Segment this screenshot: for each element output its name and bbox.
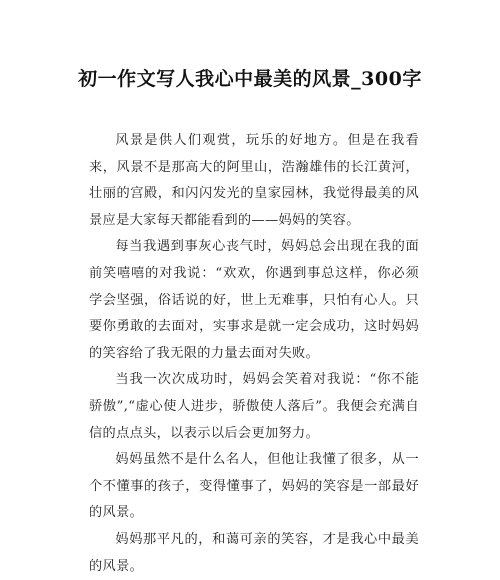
article-body <box>89 128 419 580</box>
paragraph-5: 妈妈那平凡的，和蔼可亲的笑容，才是我心中最美的风景。 <box>89 531 419 574</box>
paragraph-1: 风景是供人们观赏，玩乐的好地方。但是在我看来，风景不是那高大的阿里山，浩瀚雄伟的长江黄河，壮丽的宫殿，和闪闪发光的皇家园林，我觉得最美的风景应是大家每天都能看到的——妈妈的笑容。 <box>89 133 419 228</box>
paragraph-4: 妈妈虽然不是什么名人，但他让我懂了很多，从一个不懂事的孩子，变得懂事了，妈妈的笑容是一部最好的风景。 <box>89 452 419 521</box>
paragraph-2: 每当我遇到事灰心丧气时，妈妈总会出现在我的面前笑嘻嘻的对我说：“欢欢，你遇到事总这样，你必须学会坚强，俗话说的好，世上无难事，只怕有心人。只要你勇敢的去面对，实事求是就一定会成功，这时妈妈的笑容给了我无限的力量去面对失败。 <box>89 239 419 361</box>
paragraph-3: 当我一次次成功时，妈妈会笑着对我说：“你不能骄傲”,“虚心使人进步，骄傲使人落后”。我便会充满自信的点点头，以表示以后会更加努力。 <box>89 372 419 441</box>
article-title: 初一作文写人我心中最美的风景_300字 <box>78 68 422 90</box>
